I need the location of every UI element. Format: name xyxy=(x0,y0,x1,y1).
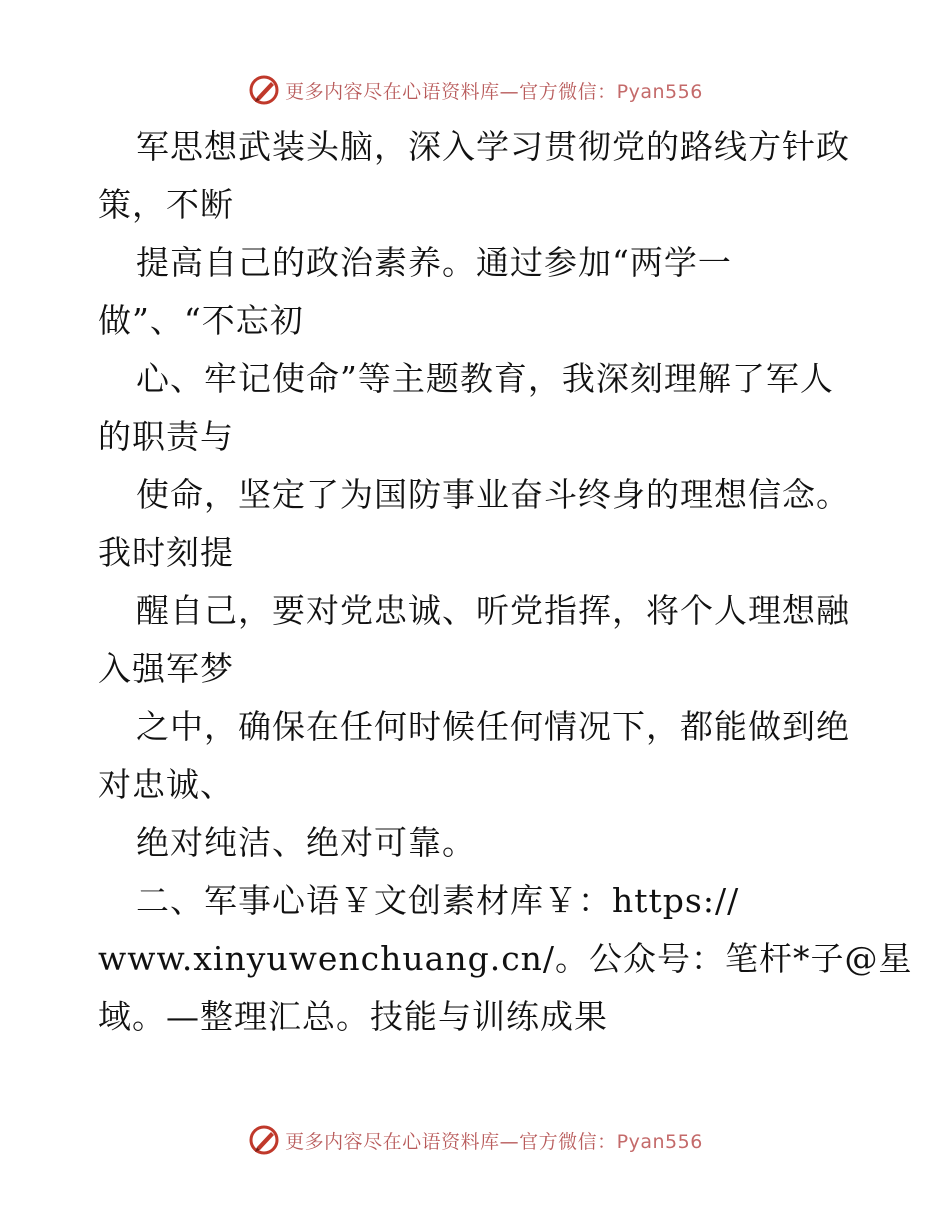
text-line: 的职责与 xyxy=(98,417,234,456)
header-watermark xyxy=(0,70,950,110)
text-line: 策，不断 xyxy=(98,185,234,224)
watermark-text: 更多内容尽在心语资料库—官方微信：Pyan556 xyxy=(285,80,703,103)
document-body xyxy=(98,118,913,1046)
pen-logo-icon xyxy=(247,1123,281,1157)
text-line: 提高自己的政治素养。通过参加“两学一 xyxy=(136,243,732,282)
text-line: www.xinyuwenchuang.cn/。公众号：笔杆*子@星 xyxy=(98,939,913,978)
text-line: 使命，坚定了为国防事业奋斗终身的理想信念。 xyxy=(136,475,850,514)
text-line: 绝对纯洁、绝对可靠。 xyxy=(136,823,476,862)
text-line: 域。—整理汇总。技能与训练成果 xyxy=(98,997,608,1036)
text-line: 我时刻提 xyxy=(98,533,234,572)
text-line: 醒自己，要对党忠诚、听党指挥，将个人理想融 xyxy=(136,591,850,630)
text-line: 心、牢记使命”等主题教育，我深刻理解了军人 xyxy=(136,359,834,398)
text-line: 做”、“不忘初 xyxy=(98,301,304,340)
watermark-text: 更多内容尽在心语资料库—官方微信：Pyan556 xyxy=(285,1130,703,1153)
footer-watermark xyxy=(0,1120,950,1160)
pen-logo-icon xyxy=(247,73,281,107)
text-line: 军思想武装头脑，深入学习贯彻党的路线方针政 xyxy=(136,127,850,166)
text-line: 二、军事心语￥文创素材库￥：https:// xyxy=(136,881,740,920)
text-line: 对忠诚、 xyxy=(98,765,234,804)
text-line: 之中，确保在任何时候任何情况下，都能做到绝 xyxy=(136,707,850,746)
text-line: 入强军梦 xyxy=(98,649,234,688)
